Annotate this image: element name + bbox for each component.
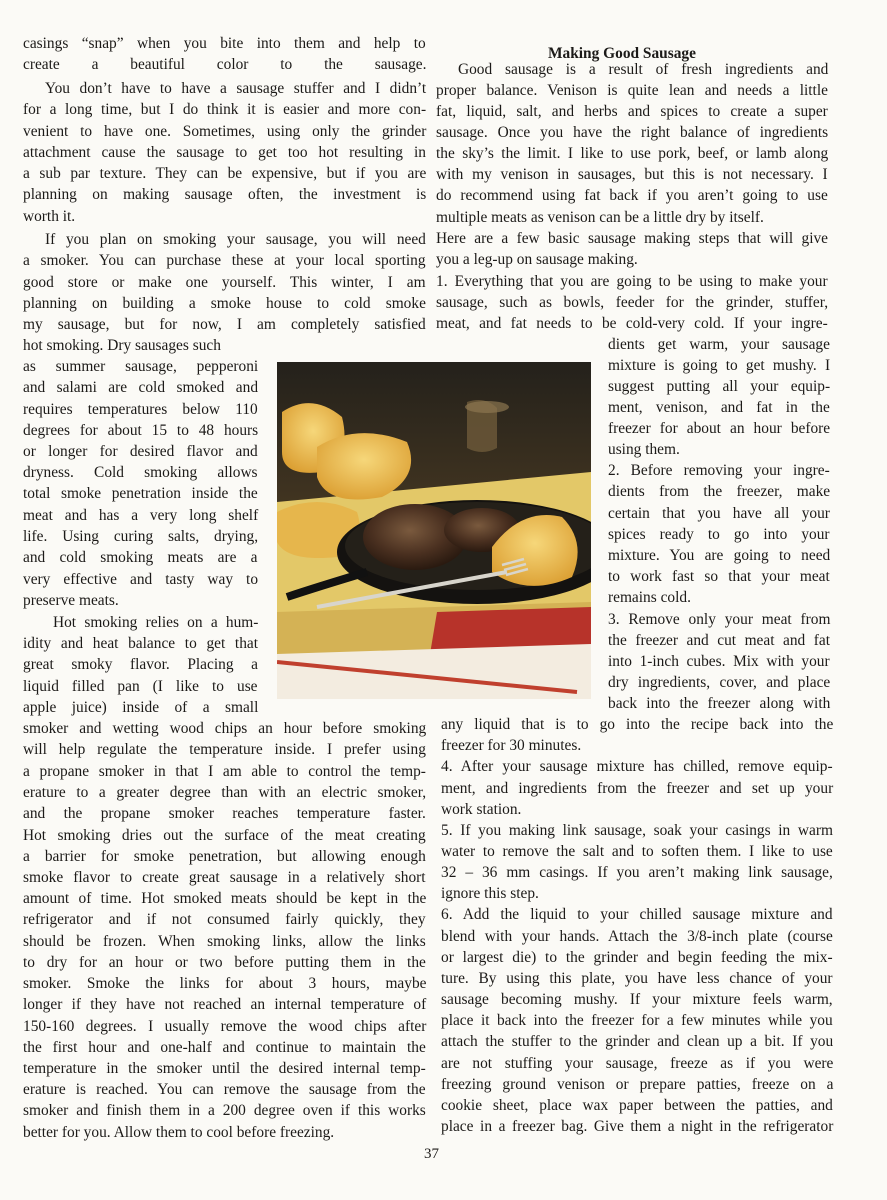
text-line: place in a freezer bag. Give them a night in the refrigerator	[441, 1118, 834, 1135]
text-line: 1. Everything that you are going to be using to make your	[436, 273, 828, 290]
text-line: and cold smoking meats are a	[23, 549, 258, 566]
text-line: 32 – 36 mm casings. If you aren’t making link sausage,	[441, 864, 833, 881]
text-line: any liquid that is to go into the recipe back into the	[441, 716, 834, 733]
text-line: hot smoking. Dry sausages such	[23, 337, 221, 354]
text-line: sausage becoming mushy. If your mixture feels warm,	[441, 991, 833, 1008]
text-line: sausage. Once you have the right balance of ingredients	[436, 124, 829, 141]
text-line: or longer for desired flavor and	[23, 443, 258, 460]
text-line: a smoker. You can purchase these at your local sporting	[23, 252, 426, 269]
text-line: ignore this step.	[441, 885, 539, 902]
text-line: and salami are cold smoked and	[23, 379, 259, 396]
text-line: proper balance. Venison is quite lean and needs a little	[436, 82, 828, 99]
sausage-patties-photo	[277, 362, 591, 699]
text-line: You don’t have to have a sausage stuffer and I didn’t	[45, 80, 427, 97]
text-line: casings “snap” when you bite into them and help to	[23, 35, 426, 52]
text-line: for a long time, but I do think it is easier and more con-	[23, 101, 427, 118]
text-line: better for you. Allow them to cool before freezing.	[23, 1124, 335, 1141]
text-line: planning on building a smoke house to cold smoke	[23, 295, 426, 312]
text-line: longer if they have not reached an internal temperature of	[23, 996, 427, 1013]
text-line: 2. Before removing your ingre-	[608, 462, 830, 479]
text-line: ment, and ingredients from the freezer and set up your	[441, 780, 834, 797]
text-line: freezing ground venison or prepare patties, freeze on a	[441, 1076, 834, 1093]
text-line: good store or make one yourself. This winter, I am	[23, 274, 426, 291]
text-line: blend with your hands. Attach the 3/8-inch plate (course	[441, 928, 833, 945]
text-line: amount of time. Hot smoked meats should be kept in the	[23, 890, 427, 907]
text-line: degrees for about 15 to 48 hours	[23, 422, 259, 439]
text-line: attachment cause the sausage to get too hot resulting in	[23, 144, 426, 161]
text-line: create a beautiful color to the sausage.	[23, 56, 427, 73]
text-line: a sub par texture. They can be expensive, but if you are	[23, 165, 427, 182]
text-line: do recommend using fat back if you aren’t going to use	[436, 187, 828, 204]
text-line: my sausage, but for now, I am completely satisfied	[23, 316, 426, 333]
text-line: erature to a greater degree than with an electric smoker,	[23, 784, 427, 801]
text-line: mixture is going to get mushy. I	[608, 357, 831, 374]
text-line: to dry for an hour or two before putting them in the	[23, 954, 426, 971]
text-line: and the propane smoker reaches temperature faster.	[23, 805, 426, 822]
text-line: will help regulate the temperature inside. I prefer using	[23, 741, 426, 758]
text-line: into 1-inch cubes. Mix with your	[608, 653, 830, 670]
text-line: 6. Add the liquid to your chilled sausage mixture and	[441, 906, 833, 923]
text-line: ment, venison, and fat in the	[608, 399, 830, 416]
text-line: or largest die) to the grinder and begin feeding the mix-	[441, 949, 833, 966]
text-line: ture. By using this plate, you have less chance of your	[441, 970, 833, 987]
text-line: dients get warm, your sausage	[608, 336, 830, 353]
text-line: smoker and finish them in a 200 degree oven if this works	[23, 1102, 426, 1119]
text-line: multiple meats as venison can be a little dry by itself.	[436, 209, 764, 226]
text-line: Hot smoking dries out the surface of the meat creating	[23, 827, 426, 844]
text-line: If you plan on smoking your sausage, you will need	[45, 231, 426, 248]
text-line: smoker. Smoke the links for about 3 hours, maybe	[23, 975, 427, 992]
text-line: 3. Remove only your meat from	[608, 611, 831, 628]
text-line: planning on making sausage often, the investment is	[23, 186, 427, 203]
text-line: Hot smoking relies on a hum-	[53, 614, 259, 631]
text-line: the freezer and cut meat and fat	[608, 632, 830, 649]
text-line: Here are a few basic sausage making steps that will give	[436, 230, 829, 247]
text-line: water to remove the salt and to soften them. I like to use	[441, 843, 833, 860]
section-heading: Making Good Sausage	[548, 45, 696, 62]
text-line: suggest putting all your equip-	[608, 378, 831, 395]
text-line: venient to have one. Sometimes, using only the grinder	[23, 123, 427, 140]
text-line: smoke flavor to create great sausage in a relatively short	[23, 869, 426, 886]
text-line: very effective and tasty way to	[23, 571, 259, 588]
text-line: apple juice) inside of a small	[23, 699, 259, 716]
text-line: idity and heat balance to get that	[23, 635, 259, 652]
text-line: freezer for about an hour before	[608, 420, 831, 437]
text-line: erature is reached. You can remove the sausage from the	[23, 1081, 426, 1098]
text-line: attach the stuffer to the grinder and clean up a bit. If you	[441, 1033, 834, 1050]
text-line: the sky’s the limit. I like to use pork, beef, or lamb along	[436, 145, 829, 162]
text-line: 4. After your sausage mixture has chilled, remove equip-	[441, 758, 833, 775]
text-line: a barrier for smoke penetration, but allowing enough	[23, 848, 426, 865]
text-line: remains cold.	[608, 589, 691, 606]
text-line: should be frozen. When smoking links, allow the links	[23, 933, 426, 950]
text-line: fat, liquid, salt, and herbs and spices to create a super	[436, 103, 828, 120]
text-line: the first hour and one-half and continue to maintain the	[23, 1039, 426, 1056]
text-line: spices ready to go into your	[608, 526, 830, 543]
text-line: as summer sausage, pepperoni	[23, 358, 259, 375]
text-line: you a leg-up on sausage making.	[436, 251, 638, 268]
text-line: dients from the freezer, make	[608, 483, 831, 500]
text-line: back into the freezer along with	[608, 695, 831, 712]
text-line: with my venison in sausages, but this is not necessary. I	[436, 166, 828, 183]
text-line: freezer for 30 minutes.	[441, 737, 582, 754]
text-line: sausage, such as bowls, feeder for the grinder, stuffer,	[436, 294, 829, 311]
text-line: work station.	[441, 801, 522, 818]
text-line: smoker and wetting wood chips an hour before smoking	[23, 720, 427, 737]
text-line: dryness. Cold smoking allows	[23, 464, 258, 481]
text-line: to work fast so that your meat	[608, 568, 830, 585]
text-line: cookie sheet, place wax paper between the patties, and	[441, 1097, 833, 1114]
text-line: using them.	[608, 441, 680, 458]
text-line: 5. If you making link sausage, soak your casings in warm	[441, 822, 833, 839]
text-line: worth it.	[23, 208, 76, 225]
text-line: temperature in the smoker until the desired internal temp-	[23, 1060, 426, 1077]
text-line: place it back into the freezer for a few minutes while you	[441, 1012, 833, 1029]
page-number: 37	[424, 1146, 439, 1162]
text-line: requires temperatures below 110	[23, 401, 258, 418]
text-line: 150-160 degrees. I usually remove the wood chips after	[23, 1018, 427, 1035]
text-line: are not stuffing your sausage, freeze as if you were	[441, 1055, 834, 1072]
text-line: great smoky flavor. Placing a	[23, 656, 258, 673]
text-line: liquid filled pan (I like to use	[23, 678, 258, 695]
text-line: Good sausage is a result of fresh ingredients and	[458, 61, 829, 78]
text-line: refrigerator and if not consumed fairly quickly, they	[23, 911, 426, 928]
text-line: mixture. You are going to need	[608, 547, 831, 564]
text-line: meat and has a very long shelf	[23, 507, 259, 524]
text-line: dry ingredients, cover, and place	[608, 674, 831, 691]
text-line: a propane smoker in that I am able to control the temp-	[23, 763, 426, 780]
text-line: life. Using curing salts, drying,	[23, 528, 259, 545]
text-line: certain that you have all your	[608, 505, 830, 522]
text-line: preserve meats.	[23, 592, 119, 609]
text-line: total smoke penetration inside the	[23, 485, 258, 502]
text-line: meat, and fat needs to be cold-very cold. If your ingre-	[436, 315, 828, 332]
